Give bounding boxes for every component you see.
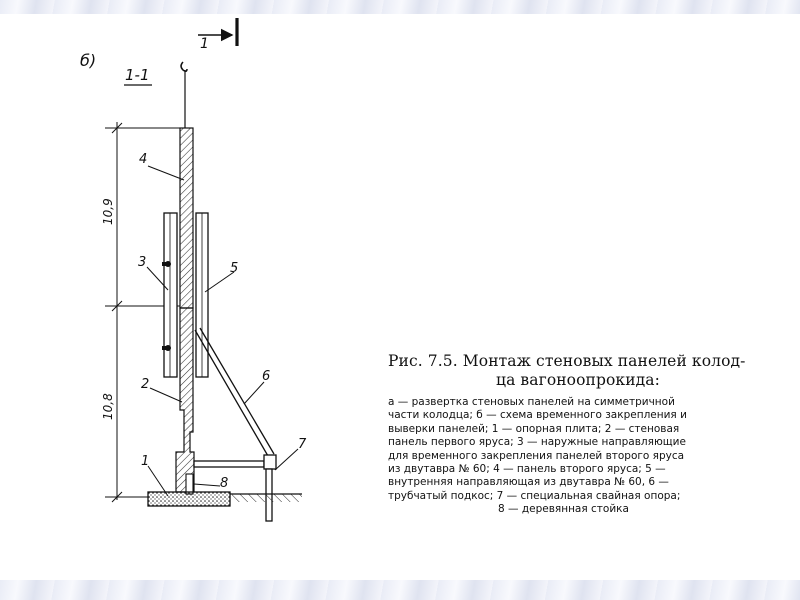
caption-title: [388, 352, 778, 390]
callout-8: 8: [220, 476, 229, 491]
caption-title-line-2: ца вагоноопрокида:: [496, 371, 660, 389]
pile-support: [264, 455, 276, 521]
horizontal-strut: [194, 461, 264, 467]
caption-line: 8 — деревянная стойка: [498, 503, 629, 516]
caption-line: панель первого яруса; 3 — наружные направляющие: [388, 436, 686, 449]
second-tier-panel: [180, 128, 193, 308]
dimension-upper: 10,9: [101, 198, 115, 225]
callout-3: 3: [138, 255, 147, 270]
section-marker-label: 1: [200, 36, 209, 52]
callout-7: 7: [298, 437, 307, 452]
wooden-post: [186, 474, 193, 494]
callout-4: 4: [139, 152, 148, 167]
caption-line: для временного закрепления панелей второго яруса: [388, 449, 685, 462]
callout-6: 6: [262, 369, 271, 384]
callout-1: 1: [141, 454, 150, 469]
ground-hatch: [232, 494, 302, 502]
caption-title-line-1: Рис. 7.5. Монтаж стеновых панелей колод-: [388, 352, 746, 370]
section-label: 1-1: [125, 66, 150, 84]
caption-line: а — развертка стеновых панелей на симметричной: [388, 396, 675, 408]
dimension-lower: 10,8: [101, 393, 115, 420]
outer-guide: [164, 213, 177, 377]
view-label: б): [80, 51, 97, 70]
caption-line: трубчатый подкос; 7 — специальная свайная опора;: [388, 489, 681, 502]
callout-5: 5: [230, 261, 239, 276]
caption-line: внутренняя направляющая из двутавра № 60, 6 —: [388, 476, 669, 489]
crane-hook: [181, 62, 187, 71]
figure-caption: [388, 352, 778, 517]
base-plate: [148, 492, 230, 506]
first-tier-panel: [176, 308, 194, 492]
caption-line: выверки панелей; 1 — опорная плита; 2 — стеновая: [388, 422, 680, 435]
caption-line: из двутавра № 60; 4 — панель второго яруса; 5 —: [388, 463, 666, 476]
caption-body: [388, 396, 778, 517]
caption-line: части колодца; б — схема временного закрепления и: [388, 409, 687, 422]
callout-2: 2: [141, 377, 150, 392]
